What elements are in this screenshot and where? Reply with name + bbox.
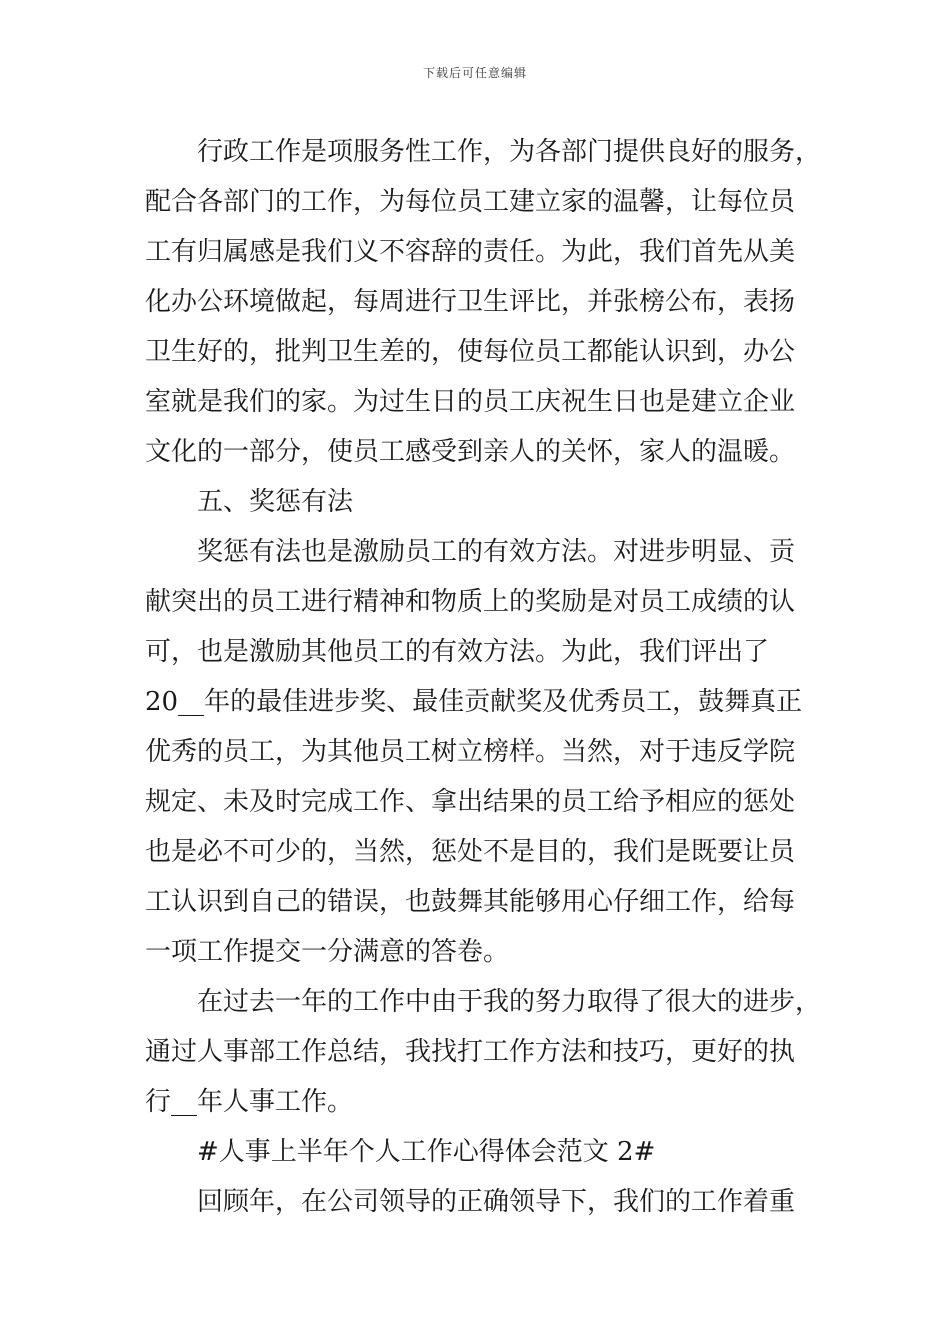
document-line: #人事上半年个人工作心得体会范文 2# bbox=[197, 1137, 656, 1167]
document-line: 一项工作提交一分满意的答卷。 bbox=[145, 937, 510, 967]
document-line: 20__年的最佳进步奖、最佳贡献奖及优秀员工，鼓舞真正 bbox=[145, 687, 803, 717]
document-line: 工认识到自己的错误，也鼓舞其能够用心仔细工作，给每 bbox=[145, 887, 796, 917]
document-line: 卫生好的，批判卫生差的，使每位员工都能认识到，办公 bbox=[145, 337, 796, 367]
document-line: 在过去一年的工作中由于我的努力取得了很大的进步， bbox=[197, 987, 822, 1017]
document-line: 工有归属感是我们义不容辞的责任。为此，我们首先从美 bbox=[145, 237, 796, 267]
document-line: 也是必不可少的，当然，惩处不是目的，我们是既要让员 bbox=[145, 837, 796, 867]
document-line: 行政工作是项服务性工作，为各部门提供良好的服务， bbox=[197, 137, 822, 167]
document-line: 奖惩有法也是激励员工的有效方法。对进步明显、贡 bbox=[197, 537, 796, 567]
document-line: 室就是我们的家。为过生日的员工庆祝生日也是建立企业 bbox=[145, 387, 796, 417]
page-header-watermark: 下载后可任意编辑 bbox=[422, 66, 527, 80]
document-line: 规定、未及时完成工作、拿出结果的员工给予相应的惩处 bbox=[145, 787, 796, 817]
document-body bbox=[145, 127, 822, 1227]
document-line: 化办公环境做起，每周进行卫生评比，并张榜公布，表扬 bbox=[145, 287, 796, 317]
document-line: 五、奖惩有法 bbox=[197, 487, 354, 517]
document-line: 回顾年，在公司领导的正确领导下，我们的工作着重 bbox=[197, 1187, 796, 1217]
document-line: 行__年人事工作。 bbox=[145, 1087, 354, 1117]
document-line: 优秀的员工，为其他员工树立榜样。当然，对于违反学院 bbox=[145, 737, 796, 767]
document-line: 可，也是激励其他员工的有效方法。为此，我们评出了 bbox=[145, 637, 770, 667]
document-line: 献突出的员工进行精神和物质上的奖励是对员工成绩的认 bbox=[145, 587, 796, 617]
document-line: 通过人事部工作总结，我找打工作方法和技巧，更好的执 bbox=[145, 1037, 796, 1067]
document-line: 配合各部门的工作，为每位员工建立家的温馨，让每位员 bbox=[145, 187, 796, 217]
document-line: 文化的一部分，使员工感受到亲人的关怀，家人的温暖。 bbox=[145, 437, 796, 467]
